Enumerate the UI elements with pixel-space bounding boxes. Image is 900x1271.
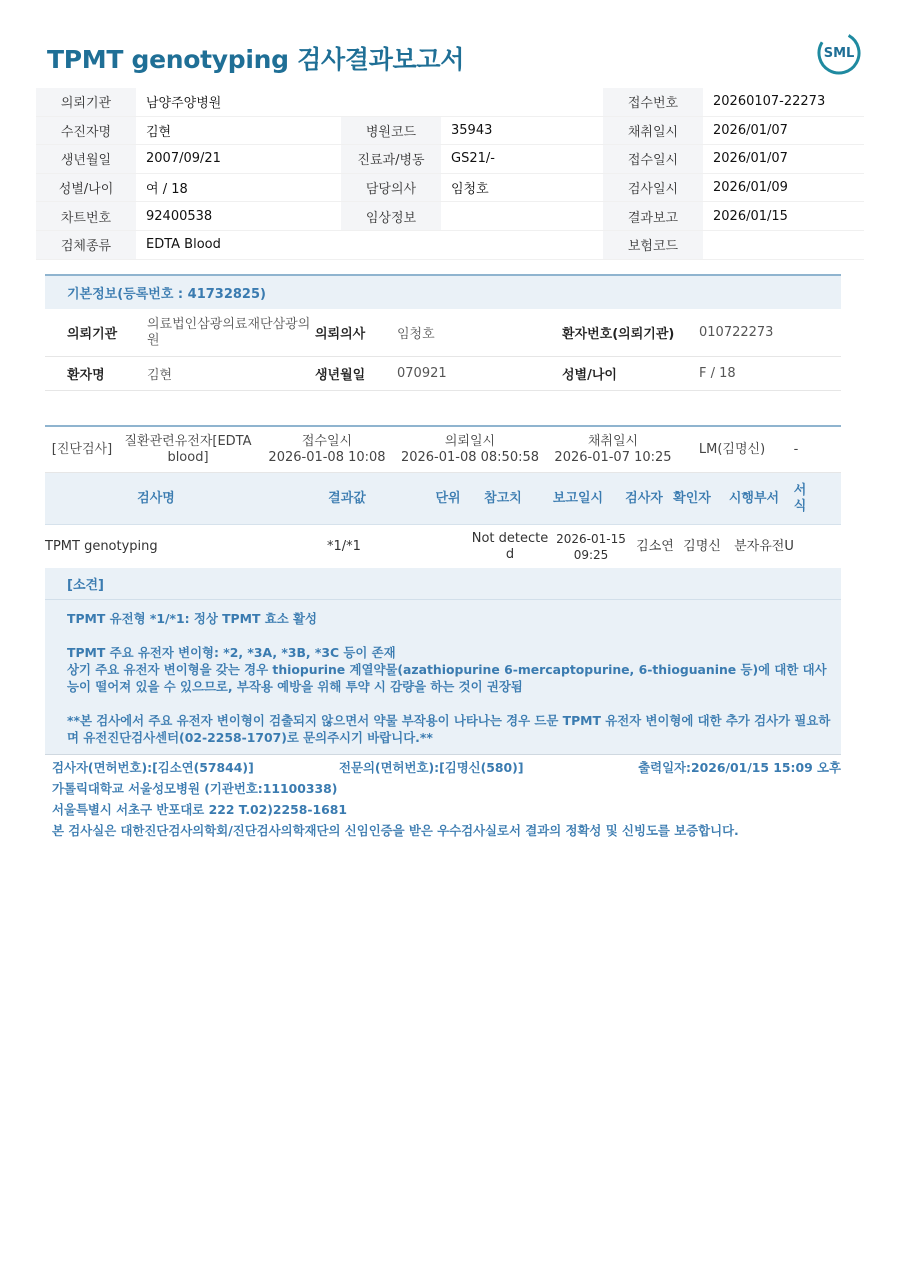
info-value: EDTA Blood [146, 237, 221, 253]
th-reference: 참고치 [484, 490, 522, 506]
th-verifier: 확인자 [673, 490, 711, 506]
info-label: 차트번호 [36, 202, 136, 230]
info-value: 여 / 18 [146, 182, 188, 198]
remark-body [45, 600, 841, 754]
info-label: 결과보고 [603, 202, 703, 230]
td-report-time: 09:25 [573, 547, 609, 562]
th-unit: 단위 [435, 490, 461, 506]
info-row [36, 117, 864, 146]
logo-text: SML [823, 46, 855, 61]
info-value: 2026/01/07 [713, 122, 788, 138]
basic-info-row-1 [45, 309, 841, 357]
info-label: 검사일시 [603, 174, 703, 202]
info-value: GS21/- [451, 151, 495, 167]
info-value: 2026/01/07 [713, 151, 788, 167]
info-value: 20260107-22273 [713, 94, 826, 110]
th-report-date: 보고일시 [552, 490, 604, 506]
doctor-value: 임청호 [397, 327, 435, 342]
info-label [341, 88, 441, 116]
info-row [36, 88, 864, 117]
th-form: 서식 [793, 482, 807, 514]
remark-header: [소견] [45, 568, 841, 600]
patient-label: 환자명 [67, 368, 105, 383]
footer-certification: 본 검사실은 대한진단검사의학회/진단검사의학재단의 신임인증을 받은 우수검사실로서 결과의 정확성 및 신빙도를 보증합니다. [52, 823, 739, 838]
info-value [703, 231, 864, 259]
remark-section [45, 568, 841, 754]
collected-value: 2026-01-07 10:25 [554, 449, 672, 465]
footer-address: 서울특별시 서초구 반포대로 222 T.02)2258-1681 [52, 802, 348, 817]
exam-collected [543, 434, 683, 466]
basic-info-section [45, 274, 841, 391]
sml-logo [816, 30, 862, 76]
requested-label: 의뢰일시 [444, 433, 496, 449]
info-value [441, 202, 603, 230]
info-value: 2007/09/21 [146, 151, 221, 167]
exam-lab: LM(김명신) [698, 441, 766, 457]
info-value: 92400538 [146, 208, 213, 224]
info-label: 담당의사 [341, 174, 441, 202]
info-label: 병원코드 [341, 117, 441, 145]
info-row [36, 202, 864, 231]
exam-category: [진단검사] [51, 441, 113, 457]
info-row [36, 174, 864, 203]
received-label: 접수일시 [301, 433, 353, 449]
requesting-org-label: 의뢰기관 [67, 327, 118, 342]
requested-value: 2026-01-08 08:50:58 [400, 449, 540, 465]
info-label: 검체종류 [36, 231, 136, 259]
footer-specialist: 전문의(면허번호):[김명신(580)] [339, 760, 524, 775]
exam-received [257, 434, 397, 466]
info-label: 진료과/병동 [341, 145, 441, 173]
table-row [45, 525, 841, 569]
info-value: 임청호 [451, 182, 489, 198]
doctor-label: 의뢰의사 [315, 327, 366, 342]
td-reference: Not detected [471, 530, 549, 562]
info-value: 35943 [451, 122, 493, 138]
exam-table [45, 425, 841, 569]
sex-label: 성별/나이 [562, 368, 617, 383]
footer-printed: 출력일자:2026/01/15 15:09 오후 [638, 760, 841, 775]
info-value [441, 231, 603, 259]
info-label: 성별/나이 [36, 174, 136, 202]
dob-label: 생년월일 [315, 368, 366, 383]
remark-line-1: TPMT 유전형 *1/*1: 정상 TPMT 효소 활성 [67, 611, 317, 626]
th-result: 결과값 [328, 490, 366, 506]
td-verifier: 김명신 [683, 538, 721, 554]
info-row [36, 145, 864, 174]
exam-header-row [45, 473, 841, 525]
basic-info-header: 기본정보(등록번호 : 41732825) [45, 274, 841, 309]
td-result: *1/*1 [327, 538, 361, 554]
td-report [551, 531, 631, 563]
td-dept: 분자유전U [734, 538, 794, 554]
info-label: 수진자명 [36, 117, 136, 145]
top-info-grid [36, 88, 864, 260]
sex-value: F / 18 [699, 366, 736, 381]
requesting-org-value: 의료법인삼광의료재단삼광의원 [147, 316, 311, 348]
report-title: TPMT genotyping 검사결과보고서 [47, 45, 465, 74]
th-dept: 시행부서 [728, 490, 780, 506]
td-test-name: TPMT genotyping [45, 538, 158, 554]
exam-requested [397, 434, 543, 466]
info-value: 2026/01/15 [713, 208, 788, 224]
info-value: 남양주양병원 [146, 96, 222, 112]
dob-value: 070921 [397, 366, 447, 381]
info-label: 보험코드 [603, 231, 703, 259]
exam-dash: - [793, 441, 799, 457]
td-report-date: 2026-01-15 [556, 531, 626, 546]
info-label: 생년월일 [36, 145, 136, 173]
info-label: 채취일시 [603, 117, 703, 145]
footer-hospital: 가톨릭대학교 서울성모병원 (기관번호:11100338) [52, 781, 338, 796]
remark-line-2: TPMT 주요 유전자 변이형: *2, *3A, *3B, *3C 등이 존재 [67, 645, 396, 660]
received-value: 2026-01-08 10:08 [268, 449, 386, 465]
collected-label: 채취일시 [587, 433, 639, 449]
info-label: 임상정보 [341, 202, 441, 230]
info-label: 의뢰기관 [36, 88, 136, 116]
th-test-name: 검사명 [137, 490, 175, 506]
footer-tester: 검사자(면허번호):[김소연(57844)] [52, 760, 254, 775]
remark-line-4: **본 검사에서 주요 유전자 변이형이 검출되지 않으면서 약물 부작용이 나타나는 경우 드문 TPMT 유전자 변이형에 대한 추가 검사가 필요하며 유전진단검사센터(02-2258-1707)로 문의주시기 바랍니다.** [67, 713, 831, 745]
exam-info-row [45, 427, 841, 473]
info-label: 접수번호 [603, 88, 703, 116]
info-value: 2026/01/09 [713, 180, 788, 196]
patient-no-label: 환자번호(의뢰기관) [562, 327, 675, 342]
info-value: 김현 [146, 124, 172, 140]
info-label [341, 231, 441, 259]
info-row [36, 231, 864, 260]
footer-divider [45, 754, 841, 755]
patient-value: 김현 [147, 368, 173, 383]
remark-line-3: 상기 주요 유전자 변이형을 갖는 경우 thiopurine 계열약물(azathiopurine 6-mercaptopurine, 6-thioguanine 등)에 대한 대사능이 떨어져 있을 수 있으므로, 부작용 예방을 위해 투약 시 감량을 하는 것이 권장됨 [67, 662, 827, 694]
info-label: 접수일시 [603, 145, 703, 173]
patient-no-value: 010722273 [699, 325, 774, 340]
th-tester: 검사자 [625, 490, 663, 506]
basic-info-row-2 [45, 357, 841, 391]
info-value [441, 88, 603, 116]
td-tester: 김소연 [636, 538, 674, 554]
exam-test-group: 질환관련유전자[EDTA blood] [124, 433, 252, 465]
